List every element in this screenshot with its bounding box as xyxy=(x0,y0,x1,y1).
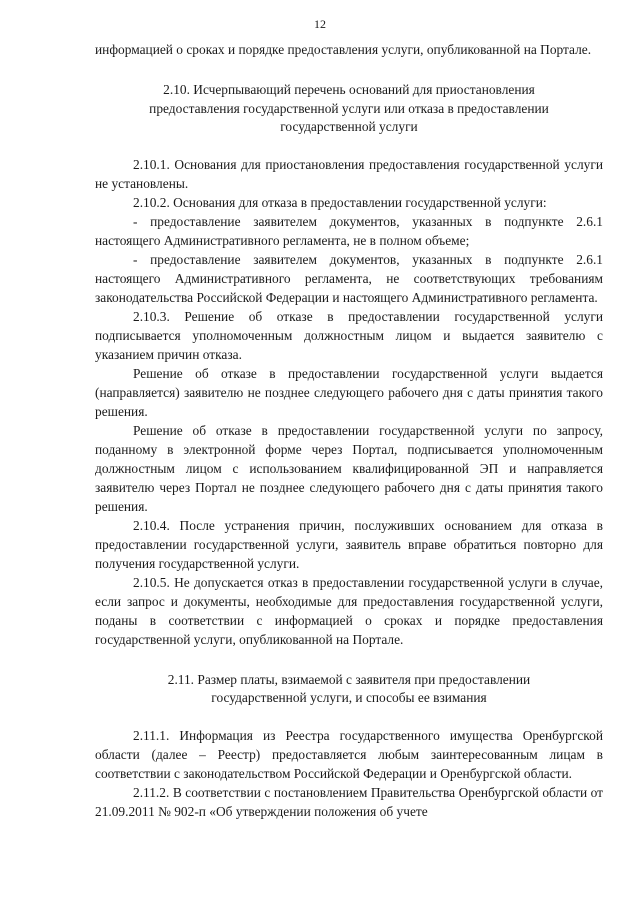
heading-line: 2.11. Размер платы, взимаемой с заявителя при предоставлении xyxy=(167,671,531,687)
paragraph-2-10-1: 2.10.1. Основания для приостановления предоставления государственной услуги не установлены. xyxy=(95,156,603,191)
section-heading-2-10 xyxy=(95,81,603,137)
list-item: - предоставление заявителем документов, указанных в подпункте 2.6.1 настоящего Административного регламента, не соответствующих требованиям законодательства Российской Федерации и настоящего Административного регламента. xyxy=(95,251,603,305)
paragraph: Решение об отказе в предоставлении государственной услуги по запросу, поданному в электронной форме через Портал, подписывается уполномоченным должностным лицом с использованием квалифицированной ЭП и направляется заявителю через Портал не позднее следующего рабочего дня с даты принятия такого решения. xyxy=(95,422,603,514)
paragraph-2-11-2: 2.11.2. В соответствии с постановлением Правительства Оренбургской области от 21.09.2011 № 902-п «Об утверждении положения об учете xyxy=(95,784,603,819)
paragraph-2-10-2: 2.10.2. Основания для отказа в предоставлении государственной услуги: xyxy=(133,194,547,210)
paragraph-2-10-5: 2.10.5. Не допускается отказ в предоставлении государственной услуги в случае, если запрос и документы, необходимые для предоставления государственной услуги, поданы в соответствии с информацией о сроках и порядке предоставления государственной услуги, опубликованной на Портале. xyxy=(95,574,603,647)
paragraph-2-11-1: 2.11.1. Информация из Реестра государственного имущества Оренбургской области (далее – Реестр) предоставляется любым заинтересованным лицам в соответствии с законодательством Российской Федерации и Оренбургской области. xyxy=(95,727,603,781)
section-heading-2-11 xyxy=(95,671,603,708)
page-number: 12 xyxy=(314,17,326,31)
paragraph-2-10-3: 2.10.3. Решение об отказе в предоставлении государственной услуги подписывается уполномоченным должностным лицом и выдается заявителю с указанием причин отказа. xyxy=(95,308,603,362)
heading-line: государственной услуги xyxy=(280,119,418,134)
paragraph: информацией о сроках и порядке предоставления услуги, опубликованной на Портале. xyxy=(95,42,592,57)
heading-line: государственной услуги, и способы ее взимания xyxy=(211,690,487,705)
list-item: - предоставление заявителем документов, указанных в подпункте 2.6.1 настоящего Административного регламента, не в полном объеме; xyxy=(95,213,603,248)
document-body xyxy=(95,40,603,821)
paragraph: Решение об отказе в предоставлении государственной услуги выдается (направляется) заявителю не позднее следующего рабочего дня с даты принятия такого решения. xyxy=(95,365,603,419)
heading-line: предоставления государственной услуги или отказа в предоставлении xyxy=(149,100,549,116)
paragraph-2-10-4: 2.10.4. После устранения причин, послуживших основанием для отказа в предоставлении государственной услуги, заявитель вправе обратиться повторно для получения государственной услуги. xyxy=(95,517,603,571)
heading-line: 2.10. Исчерпывающий перечень оснований для приостановления xyxy=(163,82,535,97)
